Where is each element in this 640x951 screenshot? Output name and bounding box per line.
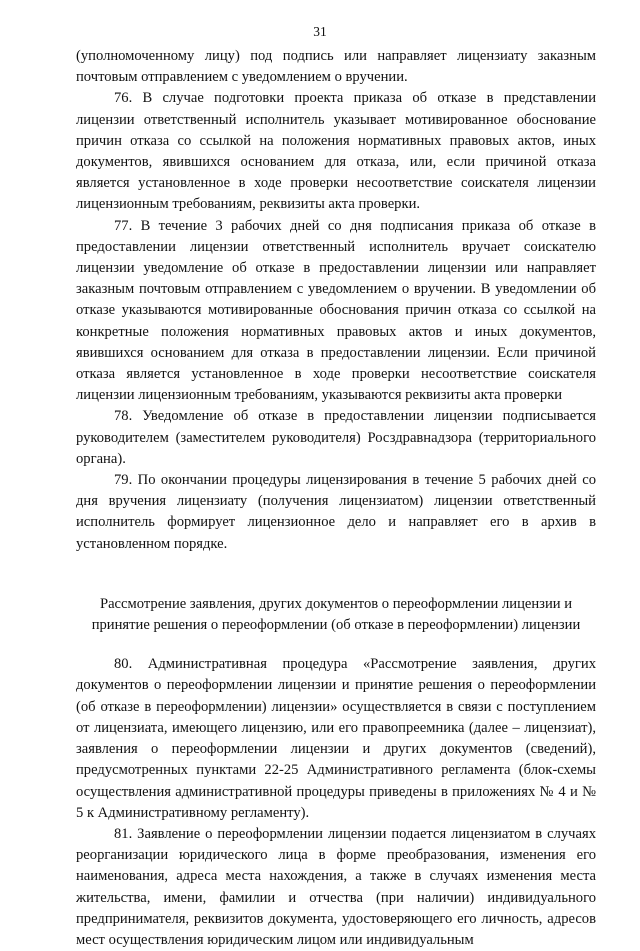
paragraph-76: 76. В случае подготовки проекта приказа об отказе в представлении лицензии ответственный исполнитель указывает мотивированное обоснование причин отказа со ссылкой на положения нормативных правовых актов, иных документов, явившихся основанием для отказа, или, если причиной отказа является установленное в ходе проверки несоответствие соискателя лицензии лицензионным требованиям, реквизиты акта проверки. [76,90,596,213]
paragraph-80: 80. Административная процедура «Рассмотрение заявления, других документов о переоформлении лицензии и принятие решения о переоформлении (об отказе в переоформлении) лицензии» осуществляется в связи с поступлением от лицензиата, имеющего лицензию, или его правопреемника (далее – лицензиат), заявления о переоформлении лицензии и других документов (сведений), предусмотренных пунктами 22-25 Административного регламента (блок-схемы осуществления административной процедуры приведены в приложениях № 4 и № 5 к Административному регламенту). [76,656,596,821]
section-heading [76,594,596,636]
page-number: 31 [313,24,327,39]
section-heading-line-1: Рассмотрение заявления, других документов о переоформлении лицензии и [99,595,573,612]
paragraph-78: 78. Уведомление об отказе в предоставлении лицензии подписывается руководителем (заместителем руководителя) Росздравнадзора (территориального органа). [76,408,596,467]
document-body [76,46,596,951]
paragraph-81: 81. Заявление о переоформлении лицензии подается лицензиатом в случаях реорганизации юридического лица в форме преобразования, изменения его наименования, адреса места нахождения, а также в случаях изменения места жительства, имени, фамилии и отчества (при наличии) индивидуального предпринимателя, реквизитов документа, удостоверяющего его личность, адресов мест осуществления юридическим лицом или индивидуальным [76,825,596,948]
section-heading-line-2: принятие решения о переоформлении (об отказе в переоформлении) лицензии [91,617,581,634]
paragraph-79: 79. По окончании процедуры лицензирования в течение 5 рабочих дней со дня вручения лицензиату (получения лицензиатом) лицензии ответственный исполнитель формирует лицензионное дело и направляет его в архив в установленном порядке. [76,472,596,552]
paragraph-continuation: (уполномоченному лицу) под подпись или направляет лицензиату заказным почтовым отправлением с уведомлением о вручении. [76,48,596,86]
paragraph-77: 77. В течение 3 рабочих дней со дня подписания приказа об отказе в предоставлении лицензии ответственный исполнитель вручает соискателю лицензии уведомление об отказе в предоставлении лицензии или направляет заказным почтовым отправлением с уведомлением о вручении. В уведомлении об отказе указываются мотивированные обоснования причин отказа со ссылкой на конкретные положения нормативных правовых актов и иных документов, явившихся основанием для отказа в предоставлении лицензии. Если причиной отказа является установленное в ходе проверки несоответствие соискателя лицензии лицензионным требованиям, указываются реквизиты акта проверки [76,217,596,404]
